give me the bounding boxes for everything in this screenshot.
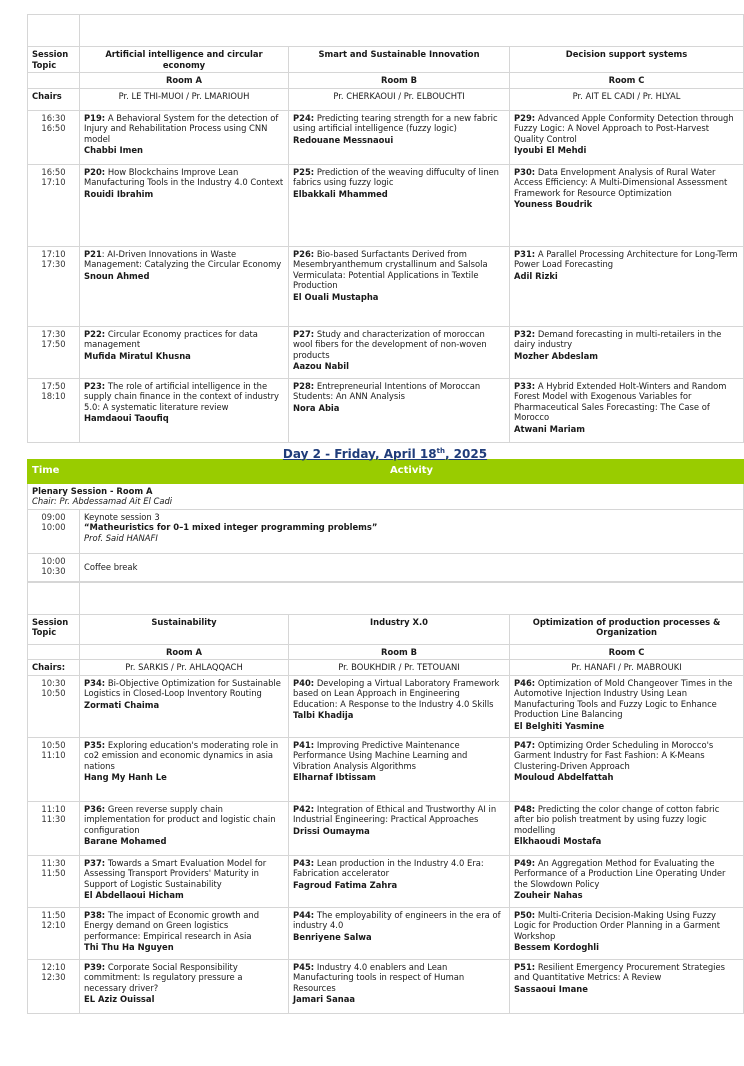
chairs-label: Chairs [28, 88, 80, 110]
topic-room-a: Sustainability [80, 614, 289, 644]
session-time-end: 18:10 [30, 33, 61, 45]
paper-id: P36: [84, 803, 106, 814]
paper-title: A Behavioral System for the detection of Injury and Rehabilitation Process using CNN model [84, 112, 279, 144]
paper-cell [289, 164, 510, 246]
paper-id: P41: [293, 739, 315, 750]
paper-author: Chabbi Imen [84, 145, 144, 155]
paper-id: P33: [514, 380, 536, 391]
paper-author: Elbakkali Mhammed [293, 188, 388, 199]
chairs-room-c: Pr. AIT EL CADI / Pr. HLYAL [510, 88, 744, 110]
paper-author: Nora Abia [293, 402, 340, 413]
paper-title: Optimizing Order Scheduling in Morocco's Garment Industry for Fast Fashion: A K-Means Clustering-Driven Approach [514, 739, 714, 771]
paper-title: Bio-based Surfactants Derived from Mesembryanthemum crystallinum and Salsola Vermiculata: Potential Applications in Textile Production [293, 248, 488, 290]
keynote-cell [80, 509, 744, 553]
paper-id: P29: [514, 112, 536, 123]
paper-cell [510, 675, 744, 737]
paper-cell [80, 378, 289, 442]
room-a-label: Room A [80, 73, 289, 89]
paper-author: Talbi Khadija [293, 710, 354, 720]
paper-id: P45: [293, 961, 315, 972]
slot-time: 10:30 10:50 [28, 675, 80, 737]
paper-title: Industry 4.0 enablers and Lean Manufacturing tools in respect of Human Resources [293, 961, 465, 993]
paper-cell [80, 959, 289, 1013]
session-title: Parallel Sessions 3 [80, 582, 744, 614]
paper-author: EL Aziz Ouissal [84, 994, 155, 1004]
paper-author: El Abdellaoui Hicham [84, 890, 184, 900]
break-time: 10:00 10:30 [28, 553, 80, 581]
paper-id: P27: [293, 328, 315, 339]
paper-title: The impact of Economic growth and Energy demand on Green logistics performance: Empirical research in Asia [84, 909, 260, 941]
paper-title: : AI-Driven Innovations in Waste Management: Catalyzing the Circular Economy [84, 248, 282, 269]
paper-author: Rouidi Ibrahim [84, 188, 154, 199]
parallel-sessions-3-table [27, 582, 744, 1014]
room-c-label: Room C [510, 644, 744, 660]
slot-time: 11:30 11:50 [28, 855, 80, 907]
paper-author: Jamari Sanaa [293, 994, 356, 1004]
slot-time: 17:50 18:10 [28, 378, 80, 442]
paper-id: P39: [84, 961, 106, 972]
paper-title: Advanced Apple Conformity Detection through Fuzzy Logic: A Novel Approach to Post-Harvest Quality Control [514, 112, 734, 144]
paper-cell [80, 675, 289, 737]
paper-cell [289, 959, 510, 1013]
program-page [27, 14, 743, 1014]
paper-id: P46: [514, 677, 536, 688]
paper-cell [80, 855, 289, 907]
paper-cell [80, 246, 289, 326]
paper-id: P30: [514, 166, 536, 177]
paper-cell [289, 378, 510, 442]
paper-id: P38: [84, 909, 106, 920]
paper-cell [80, 110, 289, 164]
paper-title: Predicting tearing strength for a new fabric using artificial intelligence (fuzzy logic) [293, 112, 498, 133]
paper-title: The role of artificial intelligence in the supply chain finance in the context of industry 5.0: A systematic literature review [84, 380, 280, 412]
paper-cell [289, 801, 510, 855]
paper-cell [289, 110, 510, 164]
paper-cell [510, 959, 744, 1013]
paper-title: Towards a Smart Evaluation Model for Assessing Transport Providers' Maturity in Support of Logistic Sustainability [84, 857, 267, 889]
paper-author: Hang My Hanh Le [84, 772, 167, 782]
paper-author: Iyoubi El Mehdi [514, 145, 587, 155]
paper-id: P50: [514, 909, 536, 920]
plenary-chair: Chair: Pr. Abdessamad Ait El Cadi [32, 496, 173, 506]
paper-title: Entrepreneurial Intentions of Moroccan Students: An ANN Analysis [293, 380, 481, 401]
time-slot-row [28, 378, 744, 442]
time-slot-row [28, 737, 744, 801]
paper-cell [289, 855, 510, 907]
slot-time: 11:50 12:10 [28, 907, 80, 959]
room-c-label: Room C [510, 73, 744, 89]
coffee-break: Coffee break [80, 553, 744, 581]
paper-id: P23: [84, 380, 106, 391]
chairs-room-b: Pr. BOUKHDIR / Pr. TETOUANI [289, 660, 510, 676]
topic-room-b: Industry X.0 [289, 614, 510, 644]
slot-time: 11:10 11:30 [28, 801, 80, 855]
paper-author: Benriyene Salwa [293, 931, 372, 942]
paper-cell [80, 164, 289, 246]
paper-author: Elkhaoudi Mostafa [514, 836, 602, 846]
paper-title: Resilient Emergency Procurement Strategies and Quantitative Metrics: A Review [514, 961, 726, 982]
paper-author: Thi Thu Ha Nguyen [84, 942, 174, 952]
room-a-label: Room A [80, 644, 289, 660]
paper-author: Fagroud Fatima Zahra [293, 879, 398, 890]
paper-title: Optimization of Mold Changeover Times in the Automotive Injection Industry Using Lean Manufacturing Tools and Fuzzy Logic to Enhance Production Line Balancing [514, 677, 733, 719]
paper-title: Lean production in the Industry 4.0 Era: Fabrication accelerator [293, 857, 484, 878]
paper-author: Mufida Miratul Khusna [84, 350, 191, 361]
paper-id: P24: [293, 112, 315, 123]
paper-id: P31: [514, 248, 536, 259]
session-title: Parallel Sessions 2 [80, 15, 744, 47]
session-time [28, 15, 80, 47]
paper-author: Youness Boudrik [514, 199, 593, 209]
paper-title: Prediction of the weaving diffuculty of linen fabrics using fuzzy logic [293, 166, 499, 187]
paper-cell [289, 246, 510, 326]
paper-author: Aazou Nabil [293, 361, 350, 371]
chairs-room-a: Pr. SARKIS / Pr. AHLAQQACH [80, 660, 289, 676]
plenary-table [27, 459, 744, 582]
activity-header: Activity [80, 459, 744, 483]
paper-author: Drissi Oumayma [293, 825, 370, 836]
keynote-speaker: Prof. Said HANAFI [84, 532, 158, 543]
time-slot-row [28, 959, 744, 1013]
slot-time: 17:10 17:30 [28, 246, 80, 326]
session-topic-label: Session Topic [28, 47, 80, 73]
keynote-label: Keynote session 3 [84, 511, 160, 522]
paper-author: El Belghiti Yasmine [514, 720, 605, 731]
paper-id: P21 [84, 248, 102, 259]
paper-title: Multi-Criteria Decision-Making Using Fuzzy Logic for Production Order Planning in a Garment Workshop [514, 909, 721, 941]
session-time-start: 10:30 [30, 582, 61, 594]
paper-author: Sassaoui Imane [514, 983, 588, 994]
paper-cell [510, 326, 744, 378]
session-time-end: 12:30 [30, 601, 61, 613]
topic-room-c: Optimization of production processes & Organization [510, 614, 744, 644]
paper-id: P44: [293, 909, 315, 920]
paper-title: Demand forecasting in multi-retailers in the dairy industry [514, 328, 722, 349]
paper-author: Redouane Messnaoui [293, 134, 394, 145]
plenary-session-cell [28, 483, 744, 509]
session-time [28, 582, 80, 614]
paper-cell [289, 737, 510, 801]
paper-id: P49: [514, 857, 536, 868]
paper-title: Study and characterization of moroccan wool fibers for the development of non-woven products [293, 328, 487, 360]
slot-time: 17:30 17:50 [28, 326, 80, 378]
topic-room-a: Artificial intelligence and circular economy [80, 47, 289, 73]
topic-room-b: Smart and Sustainable Innovation [289, 47, 510, 73]
time-slot-row [28, 675, 744, 737]
time-slot-row [28, 907, 744, 959]
paper-title: A Parallel Processing Architecture for Long-Term Power Load Forecasting [514, 248, 738, 269]
paper-author: Mozher Abdeslam [514, 350, 599, 361]
session-header-band [28, 15, 744, 47]
paper-author: Barane Mohamed [84, 836, 167, 846]
paper-cell [510, 737, 744, 801]
paper-cell [289, 326, 510, 378]
paper-cell [510, 855, 744, 907]
paper-cell [80, 326, 289, 378]
session-time-start: 16:30 [30, 15, 61, 26]
paper-title: A Hybrid Extended Holt-Winters and Random Forest Model with Exogenous Variables for Pharmaceutical Sales Forecasting: The Case of Morocco [514, 380, 727, 422]
chairs-room-a: Pr. LE THI-MUOI / Pr. LMARIOUH [80, 88, 289, 110]
paper-author: El Ouali Mustapha [293, 291, 379, 302]
time-header: Time [28, 459, 80, 483]
paper-cell [510, 801, 744, 855]
paper-id: P32: [514, 328, 536, 339]
paper-title: How Blockchains Improve Lean Manufacturing Tools in the Industry 4.0 Context [84, 166, 284, 187]
paper-id: P35: [84, 739, 106, 750]
paper-author: Zormati Chaima [84, 699, 160, 710]
paper-id: P25: [293, 166, 315, 177]
paper-title: Circular Economy practices for data management [84, 328, 258, 349]
time-slot-row [28, 164, 744, 246]
paper-id: P47: [514, 739, 536, 750]
paper-id: P19: [84, 112, 106, 123]
paper-cell [80, 907, 289, 959]
paper-cell [289, 675, 510, 737]
time-slot-row [28, 246, 744, 326]
session-header-band [28, 582, 744, 614]
paper-id: P40: [293, 677, 315, 688]
paper-id: P26: [293, 248, 315, 259]
paper-id: P22: [84, 328, 106, 339]
keynote-time: 09:00 10:00 [28, 509, 80, 553]
paper-title: Green reverse supply chain implementation for product and logistic chain configuration [84, 803, 276, 835]
topic-room-c: Decision support systems [510, 47, 744, 73]
paper-id: P20: [84, 166, 106, 177]
slot-time: 10:50 11:10 [28, 737, 80, 801]
paper-title: Exploring education's moderating role in co2 emission and economic dynamics in asia nations [84, 739, 279, 771]
time-slot-row [28, 855, 744, 907]
time-slot-row [28, 326, 744, 378]
paper-id: P37: [84, 857, 106, 868]
room-b-label: Room B [289, 73, 510, 89]
paper-cell [80, 801, 289, 855]
paper-cell [289, 907, 510, 959]
paper-cell [510, 164, 744, 246]
paper-author: Mouloud Abdelfattah [514, 772, 614, 782]
plenary-title: Plenary Session - Room A [32, 485, 153, 496]
chairs-room-c: Pr. HANAFI / Pr. MABROUKI [510, 660, 744, 676]
paper-id: P48: [514, 803, 536, 814]
paper-title: Predicting the color change of cotton fabric after bio polish treatment by using fuzzy logic modelling [514, 803, 720, 835]
paper-author: Elharnaf Ibtissam [293, 772, 376, 782]
paper-title: An Aggregation Method for Evaluating the Performance of a Production Line Operating Under the Slowdown Policy [514, 857, 726, 889]
time-slot-row [28, 801, 744, 855]
paper-cell [510, 907, 744, 959]
slot-time: 16:50 17:10 [28, 164, 80, 246]
slot-time: 16:30 16:50 [28, 110, 80, 164]
paper-title: Improving Predictive Maintenance Performance Using Machine Learning and Vibration Analysis Algorithms [293, 739, 468, 771]
paper-id: P34: [84, 677, 106, 688]
paper-author: Bessem Kordoghli [514, 942, 600, 952]
keynote-title: “Matheuristics for 0–1 mixed integer programming problems” [84, 522, 378, 532]
paper-title: Data Envelopment Analysis of Rural Water Access Efficiency: A Multi-Dimensional Assessment Framework for Resource Optimization [514, 166, 728, 198]
paper-author: Hamdaoui Taoufiq [84, 413, 169, 423]
time-slot-row [28, 110, 744, 164]
paper-author: Atwani Mariam [514, 423, 585, 434]
paper-author: Adil Rizki [514, 270, 558, 281]
paper-cell [80, 737, 289, 801]
paper-title: Corporate Social Responsibility commitment: Is regulatory pressure a necessary driver? [84, 961, 243, 993]
paper-id: P43: [293, 857, 315, 868]
parallel-sessions-2-table [27, 14, 744, 443]
day-heading: Day 2 - Friday, April 18th, 2025 [282, 446, 488, 461]
paper-title: Bi-Objective Optimization for Sustainable Logistics in Closed-Loop Inventory Routing [84, 677, 281, 698]
paper-id: P51: [514, 961, 536, 972]
session-topic-label: Session Topic [28, 614, 80, 644]
chairs-room-b: Pr. CHERKAOUI / Pr. ELBOUCHTI [289, 88, 510, 110]
paper-title: Integration of Ethical and Trustworthy AI in Industrial Engineering: Practical Approaches [293, 803, 497, 824]
paper-cell [510, 110, 744, 164]
paper-cell [510, 246, 744, 326]
paper-author: Snoun Ahmed [84, 270, 150, 281]
paper-cell [510, 378, 744, 442]
slot-time: 12:10 12:30 [28, 959, 80, 1013]
paper-author: Zouheir Nahas [514, 890, 583, 900]
chairs-label: Chairs: [28, 660, 80, 676]
paper-id: P42: [293, 803, 315, 814]
paper-title: Developing a Virtual Laboratory Framework based on Lean Approach in Engineering Education: A Response to the Industry 4.0 Skills [293, 677, 500, 709]
paper-title: The employability of engineers in the era of industry 4.0 [293, 909, 501, 930]
paper-id: P28: [293, 380, 315, 391]
room-b-label: Room B [289, 644, 510, 660]
